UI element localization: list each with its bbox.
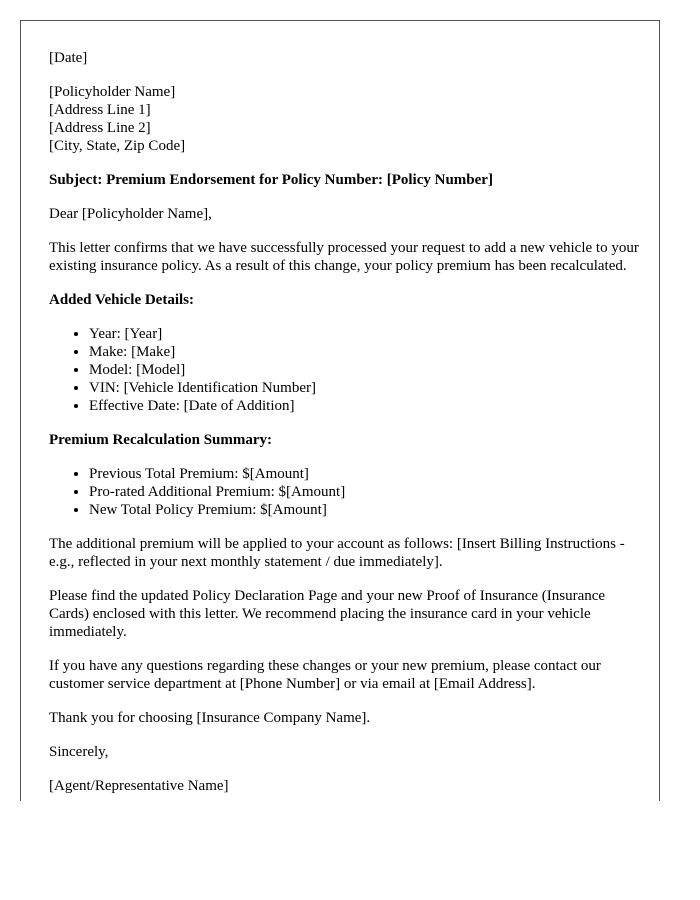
list-item: • Make: [Make] bbox=[89, 343, 639, 361]
intro-paragraph: This letter confirms that we have successfully processed your request to add a new vehicle to your existing insurance policy. As a result of this change, your policy premium has been recalculated. bbox=[49, 240, 639, 274]
recipient-address bbox=[49, 83, 639, 155]
list-item: • New Total Policy Premium: $[Amount] bbox=[89, 501, 639, 519]
documents-paragraph: Please find the updated Policy Declaration Page and your new Proof of Insurance (Insurance Cards) enclosed with this letter. We recommend placing the insurance card in your vehicle immediately. bbox=[49, 588, 606, 640]
address-line-1: [Address Line 1] bbox=[49, 102, 151, 118]
letter-date: [Date] bbox=[49, 50, 88, 66]
list-item: • Pro-rated Additional Premium: $[Amount] bbox=[89, 483, 639, 501]
city-state-zip: [City, State, Zip Code] bbox=[49, 138, 186, 154]
list-item: • Previous Total Premium: $[Amount] bbox=[89, 465, 639, 483]
letter-body bbox=[49, 49, 639, 801]
premium-summary-heading: Premium Recalculation Summary: bbox=[49, 432, 273, 448]
salutation: Dear [Policyholder Name], bbox=[49, 206, 212, 222]
thanks-paragraph: Thank you for choosing [Insurance Company Name]. bbox=[49, 710, 371, 726]
list-item: • Model: [Model] bbox=[89, 361, 639, 379]
vehicle-details-list bbox=[49, 325, 639, 415]
letter-subject: Subject: Premium Endorsement for Policy Number: [Policy Number] bbox=[49, 172, 493, 188]
vehicle-details-heading: Added Vehicle Details: bbox=[49, 292, 195, 308]
signature-name: [Agent/Representative Name] bbox=[49, 778, 229, 794]
contact-paragraph: If you have any questions regarding these changes or your new premium, please contact our customer service department at [Phone Number] or via email at [Email Address]. bbox=[49, 658, 601, 692]
list-item: • Effective Date: [Date of Addition] bbox=[89, 397, 639, 415]
letter-page bbox=[20, 20, 660, 801]
closing: Sincerely, bbox=[49, 744, 109, 760]
recipient-name: [Policyholder Name] bbox=[49, 84, 176, 100]
address-line-2: [Address Line 2] bbox=[49, 120, 151, 136]
list-item: • Year: [Year] bbox=[89, 325, 639, 343]
premium-summary-list bbox=[49, 465, 639, 519]
billing-paragraph: The additional premium will be applied to your account as follows: [Insert Billing Instructions - e.g., reflected in your next monthly statement / due immediately]. bbox=[49, 536, 625, 570]
list-item: • VIN: [Vehicle Identification Number] bbox=[89, 379, 639, 397]
